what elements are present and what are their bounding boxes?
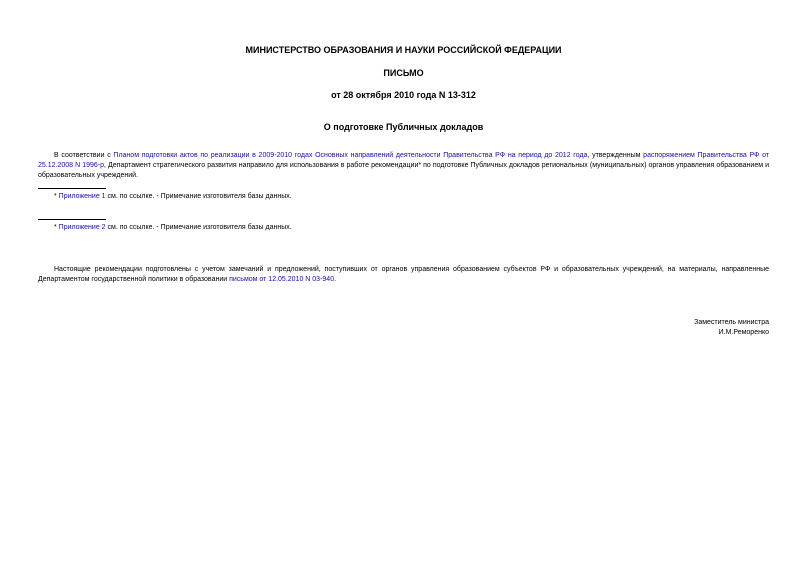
paragraph-recommendations-text-1: Настоящие рекомендации подготовлены с учетом замечаний и предложений, поступивших от органов управления образованием субъектов РФ и образовательных учреждений, на материалы, направленные Департаментом государственной политики в образовании: [38, 266, 769, 283]
footnote-divider-1: [38, 188, 106, 189]
document-page: [38, 0, 769, 571]
footnote-1: [54, 192, 292, 202]
footnote-2-text: см. по ссылке. - Примечание изготовителя базы данных.: [105, 224, 292, 231]
footnote-2-star: *: [54, 224, 59, 231]
link-appendix-1[interactable]: Приложение 1: [58, 193, 106, 200]
footnote-divider-2: [38, 219, 106, 220]
link-government-order[interactable]: распоряжением Правительства РФ от 25.12.2008 N 1996-р: [38, 152, 770, 169]
footnote-1-star: *: [54, 193, 59, 200]
paragraph-main: [38, 151, 769, 181]
paragraph-recommendations-text-2: .: [334, 276, 337, 283]
link-appendix-2[interactable]: Приложение 2: [58, 224, 106, 231]
link-action-plan[interactable]: Планом подготовки актов по реализации в 2009-2010 годах Основных направлений деятельности Правительства РФ на период до 2012 года: [113, 152, 588, 159]
document-date-number: от 28 октября 2010 года N 13-312: [331, 90, 476, 100]
ministry-title: МИНИСТЕРСТВО ОБРАЗОВАНИЯ И НАУКИ РОССИЙСКОЙ ФЕДЕРАЦИИ: [245, 45, 562, 55]
document-subject: О подготовке Публичных докладов: [323, 122, 484, 132]
document-type: ПИСЬМО: [383, 68, 424, 78]
paragraph-recommendations: [38, 265, 769, 285]
signature-position: Заместитель министра: [694, 319, 769, 326]
footnote-1-text: см. по ссылке. - Примечание изготовителя базы данных.: [105, 193, 292, 200]
paragraph-main-text-3: , Департамент стратегического развития направило для использования в работе рекомендации* по подготовке Публичных докладов региональных (муниципальных) органов управления образованием и образовательных учреждений.: [38, 162, 769, 179]
paragraph-main-text-2: , утвержденным: [587, 152, 644, 159]
signature-name: И.М.Реморенко: [718, 329, 769, 336]
paragraph-main-text-1: В соответствии с: [54, 152, 114, 159]
footnote-2: [54, 223, 292, 233]
link-letter-03-940[interactable]: письмом от 12.05.2010 N 03-940: [229, 276, 335, 283]
